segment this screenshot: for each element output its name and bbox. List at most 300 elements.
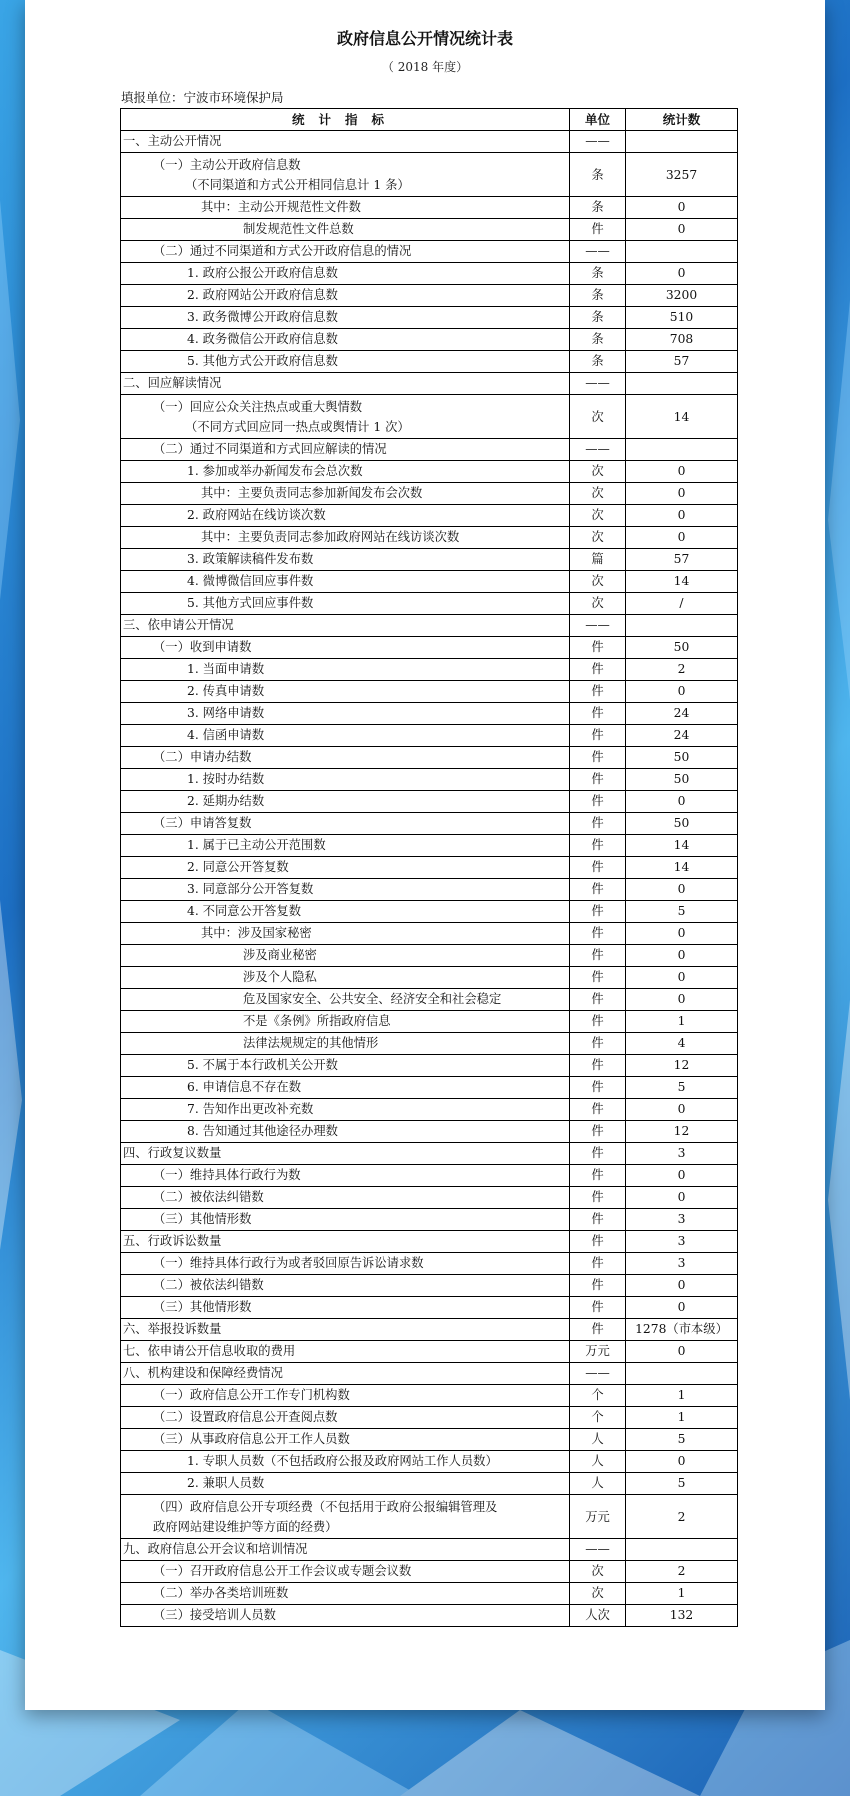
table-row: [121, 1385, 738, 1407]
table-row: [121, 373, 738, 395]
row-value: 50: [626, 813, 738, 835]
row-unit: 件: [570, 989, 626, 1011]
row-indicator: [121, 197, 570, 219]
row-unit: 件: [570, 1011, 626, 1033]
indicator-label: （二）通过不同渠道和方式公开政府信息的情况: [153, 244, 412, 258]
table-row: [121, 1583, 738, 1605]
header-value: 统计数: [626, 109, 738, 131]
row-indicator: [121, 1275, 570, 1297]
table-row: [121, 989, 738, 1011]
row-value: 14: [626, 835, 738, 857]
indicator-label: （三）从事政府信息公开工作人员数: [153, 1432, 350, 1446]
row-unit: 件: [570, 659, 626, 681]
row-indicator: [121, 373, 570, 395]
row-indicator: [121, 835, 570, 857]
table-row: [121, 527, 738, 549]
row-indicator: [121, 659, 570, 681]
row-unit: 次: [570, 1561, 626, 1583]
row-indicator: [121, 307, 570, 329]
row-value: 2: [626, 659, 738, 681]
table-row: [121, 747, 738, 769]
row-indicator: [121, 1451, 570, 1473]
row-value: 5: [626, 1473, 738, 1495]
table-row: [121, 1605, 738, 1627]
table-row: [121, 1429, 738, 1451]
row-value: 14: [626, 857, 738, 879]
indicator-label: 一、主动公开情况: [123, 134, 222, 148]
report-year: （ 2018 年度）: [381, 60, 469, 74]
row-indicator: [121, 989, 570, 1011]
table-row: [121, 857, 738, 879]
row-unit: 件: [570, 791, 626, 813]
indicator-label: 1. 当面申请数: [187, 662, 265, 676]
row-indicator: [121, 901, 570, 923]
table-row: [121, 1143, 738, 1165]
indicator-label: （三）其他情形数: [153, 1300, 252, 1314]
row-value: 3: [626, 1231, 738, 1253]
row-value: 0: [626, 923, 738, 945]
row-value: 3: [626, 1253, 738, 1275]
row-value: 1278（市本级）: [626, 1319, 738, 1341]
indicator-label: 不是《条例》所指政府信息: [243, 1014, 391, 1028]
row-value: 0: [626, 1187, 738, 1209]
row-indicator: [121, 879, 570, 901]
row-unit: 件: [570, 1209, 626, 1231]
row-indicator: [121, 1385, 570, 1407]
row-indicator: [121, 1297, 570, 1319]
table-row: [121, 1561, 738, 1583]
indicator-label: 七、依申请公开信息收取的费用: [123, 1344, 296, 1358]
row-unit: 人: [570, 1473, 626, 1495]
row-indicator: [121, 1473, 570, 1495]
row-unit: 条: [570, 351, 626, 373]
indicator-label: （三）接受培训人员数: [153, 1608, 276, 1622]
row-indicator: [121, 857, 570, 879]
indicator-label: 5. 其他方式公开政府信息数: [187, 354, 338, 368]
row-value: 0: [626, 263, 738, 285]
row-value: 12: [626, 1055, 738, 1077]
table-row: [121, 395, 738, 439]
indicator-label: 八、机构建设和保障经费情况: [123, 1366, 283, 1380]
row-indicator: [121, 329, 570, 351]
row-indicator: [121, 1187, 570, 1209]
row-indicator: [121, 703, 570, 725]
indicator-label: 3. 网络申请数: [187, 706, 265, 720]
row-unit: 件: [570, 923, 626, 945]
row-unit: 条: [570, 285, 626, 307]
header-indicator: 统计指标: [121, 109, 570, 131]
table-row: [121, 241, 738, 263]
table-row: [121, 1099, 738, 1121]
table-row: [121, 1165, 738, 1187]
row-indicator: [121, 1231, 570, 1253]
table-row: [121, 967, 738, 989]
row-value: [626, 241, 738, 263]
row-indicator: [121, 395, 570, 439]
indicator-label: 二、回应解读情况: [123, 376, 222, 390]
indicator-label: 其中：涉及国家秘密: [201, 926, 312, 940]
row-value: [626, 131, 738, 153]
row-value: 1: [626, 1011, 738, 1033]
table-row: [121, 923, 738, 945]
row-unit: 个: [570, 1407, 626, 1429]
table-row: [121, 879, 738, 901]
table-row: [121, 505, 738, 527]
row-unit: 条: [570, 153, 626, 197]
table-row: [121, 835, 738, 857]
row-value: 1: [626, 1385, 738, 1407]
indicator-label: 1. 参加或举办新闻发布会总次数: [187, 464, 363, 478]
row-unit: 件: [570, 1055, 626, 1077]
indicator-label: 3. 同意部分公开答复数: [187, 882, 314, 896]
table-row: [121, 1297, 738, 1319]
row-value: 0: [626, 1451, 738, 1473]
indicator-label: 九、政府信息公开会议和培训情况: [123, 1542, 308, 1556]
table-row: [121, 197, 738, 219]
table-row: [121, 285, 738, 307]
table-row: [121, 1341, 738, 1363]
table-row: [121, 813, 738, 835]
row-unit: 件: [570, 1033, 626, 1055]
row-indicator: [121, 967, 570, 989]
row-unit: 个: [570, 1385, 626, 1407]
row-unit: 件: [570, 813, 626, 835]
report-title: 政府信息公开情况统计表: [336, 29, 513, 48]
indicator-label: （三）申请答复数: [153, 816, 252, 830]
row-value: /: [626, 593, 738, 615]
row-value: 0: [626, 197, 738, 219]
indicator-label: 2. 政府网站在线访谈次数: [187, 508, 326, 522]
table-row: [121, 1033, 738, 1055]
table-row: [121, 571, 738, 593]
row-indicator: [121, 549, 570, 571]
row-unit: 件: [570, 901, 626, 923]
row-unit: ——: [570, 131, 626, 153]
row-value: 50: [626, 747, 738, 769]
row-unit: 件: [570, 967, 626, 989]
indicator-label: （二）申请办结数: [153, 750, 252, 764]
row-value: 0: [626, 527, 738, 549]
row-unit: ——: [570, 439, 626, 461]
row-value: 5: [626, 901, 738, 923]
row-unit: 人: [570, 1429, 626, 1451]
indicator-label: 1. 属于已主动公开范围数: [187, 838, 326, 852]
row-value: 0: [626, 1165, 738, 1187]
row-unit: 次: [570, 461, 626, 483]
row-indicator: [121, 1319, 570, 1341]
table-row: [121, 1121, 738, 1143]
indicator-label: 5. 其他方式回应事件数: [187, 596, 314, 610]
row-unit: 件: [570, 769, 626, 791]
indicator-label: （一）主动公开政府信息数: [153, 157, 301, 172]
row-unit: 人次: [570, 1605, 626, 1627]
table-row: [121, 439, 738, 461]
row-value: 0: [626, 945, 738, 967]
indicator-label-continued: （不同方式回应同一热点或舆情计 1 次）: [185, 419, 410, 434]
row-indicator: [121, 1605, 570, 1627]
row-indicator: [121, 263, 570, 285]
table-header-row: [121, 109, 738, 131]
row-value: 12: [626, 1121, 738, 1143]
row-value: [626, 439, 738, 461]
table-row: [121, 1451, 738, 1473]
table-row: [121, 1363, 738, 1385]
row-unit: ——: [570, 1539, 626, 1561]
row-unit: 件: [570, 1121, 626, 1143]
indicator-label: （一）回应公众关注热点或重大舆情数: [153, 399, 363, 414]
row-indicator: [121, 1363, 570, 1385]
table-row: [121, 1209, 738, 1231]
table-row: [121, 725, 738, 747]
table-row: [121, 901, 738, 923]
row-unit: 件: [570, 1231, 626, 1253]
table-row: [121, 659, 738, 681]
row-unit: 件: [570, 747, 626, 769]
indicator-label: （二）被依法纠错数: [153, 1190, 264, 1204]
table-row: [121, 1319, 738, 1341]
row-unit: 条: [570, 263, 626, 285]
row-indicator: [121, 1143, 570, 1165]
indicator-label: 4. 信函申请数: [187, 728, 265, 742]
table-row: [121, 593, 738, 615]
table-row: [121, 1011, 738, 1033]
row-value: 510: [626, 307, 738, 329]
table-row: [121, 483, 738, 505]
indicator-label: 4. 微博微信回应事件数: [187, 574, 314, 588]
row-unit: 次: [570, 593, 626, 615]
table-row: [121, 1077, 738, 1099]
indicator-label: 7. 告知作出更改补充数: [187, 1102, 314, 1116]
row-indicator: [121, 439, 570, 461]
indicator-label: 危及国家安全、公共安全、经济安全和社会稳定: [243, 992, 502, 1006]
row-indicator: [121, 285, 570, 307]
row-value: [626, 373, 738, 395]
row-value: 1: [626, 1407, 738, 1429]
indicator-label: 六、举报投诉数量: [123, 1322, 222, 1336]
row-indicator: [121, 1495, 570, 1539]
row-indicator: [121, 1209, 570, 1231]
row-unit: 件: [570, 1099, 626, 1121]
row-unit: 篇: [570, 549, 626, 571]
indicator-label: （三）其他情形数: [153, 1212, 252, 1226]
row-unit: 条: [570, 307, 626, 329]
row-unit: 条: [570, 197, 626, 219]
table-row: [121, 1473, 738, 1495]
row-indicator: [121, 791, 570, 813]
table-row: [121, 549, 738, 571]
row-unit: 次: [570, 483, 626, 505]
row-unit: ——: [570, 615, 626, 637]
row-indicator: [121, 747, 570, 769]
row-unit: 件: [570, 725, 626, 747]
table-row: [121, 1055, 738, 1077]
indicator-label: （二）通过不同渠道和方式回应解读的情况: [153, 442, 387, 456]
indicator-label: 4. 不同意公开答复数: [187, 904, 302, 918]
indicator-label: 2. 同意公开答复数: [187, 860, 289, 874]
row-unit: 件: [570, 1275, 626, 1297]
row-indicator: [121, 615, 570, 637]
row-value: 1: [626, 1583, 738, 1605]
table-row: [121, 791, 738, 813]
row-value: 14: [626, 395, 738, 439]
indicator-label: 1. 政府公报公开政府信息数: [187, 266, 338, 280]
row-value: 0: [626, 483, 738, 505]
row-value: 708: [626, 329, 738, 351]
row-unit: 件: [570, 1253, 626, 1275]
table-body: [121, 131, 738, 1627]
row-indicator: [121, 571, 570, 593]
indicator-label: 2. 兼职人员数: [187, 1476, 265, 1490]
indicator-label: （二）举办各类培训班数: [153, 1586, 289, 1600]
row-indicator: [121, 593, 570, 615]
header-unit: 单位: [570, 109, 626, 131]
table-row: [121, 307, 738, 329]
indicator-label: 3. 政务微博公开政府信息数: [187, 310, 338, 324]
table-row: [121, 1275, 738, 1297]
table-row: [121, 263, 738, 285]
indicator-label: 1. 专职人员数（不包括政府公报及政府网站工作人员数）: [187, 1454, 498, 1468]
row-indicator: [121, 131, 570, 153]
row-indicator: [121, 241, 570, 263]
row-indicator: [121, 461, 570, 483]
indicator-label: 3. 政策解读稿件发布数: [187, 552, 314, 566]
row-unit: 件: [570, 857, 626, 879]
row-value: 0: [626, 681, 738, 703]
table-row: [121, 615, 738, 637]
row-value: 3200: [626, 285, 738, 307]
row-indicator: [121, 769, 570, 791]
indicator-label: 四、行政复议数量: [123, 1146, 222, 1160]
row-unit: 万元: [570, 1495, 626, 1539]
row-indicator: [121, 1121, 570, 1143]
row-unit: 件: [570, 1319, 626, 1341]
row-unit: 人: [570, 1451, 626, 1473]
row-unit: 件: [570, 1077, 626, 1099]
row-unit: 件: [570, 945, 626, 967]
row-indicator: [121, 1033, 570, 1055]
indicator-label-continued: 政府网站建设维护等方面的经费）: [153, 1519, 338, 1534]
indicator-label: （一）召开政府信息公开工作会议或专题会议数: [153, 1564, 412, 1578]
row-indicator: [121, 1407, 570, 1429]
row-indicator: [121, 637, 570, 659]
row-indicator: [121, 1539, 570, 1561]
row-value: 14: [626, 571, 738, 593]
table-row: [121, 945, 738, 967]
table-row: [121, 1495, 738, 1539]
row-unit: 次: [570, 505, 626, 527]
row-value: 5: [626, 1077, 738, 1099]
table-row: [121, 1253, 738, 1275]
indicator-label: 2. 延期办结数: [187, 794, 265, 808]
table-row: [121, 681, 738, 703]
indicator-label: 涉及商业秘密: [243, 948, 317, 962]
indicator-label: 法律法规规定的其他情形: [243, 1036, 379, 1050]
table-row: [121, 153, 738, 197]
indicator-label: （一）政府信息公开工作专门机构数: [153, 1388, 350, 1402]
table-row: [121, 1231, 738, 1253]
table-row: [121, 219, 738, 241]
row-unit: 次: [570, 571, 626, 593]
report-paper: [25, 0, 825, 1710]
row-unit: 件: [570, 1143, 626, 1165]
row-indicator: [121, 527, 570, 549]
row-unit: 条: [570, 329, 626, 351]
row-indicator: [121, 219, 570, 241]
row-indicator: [121, 725, 570, 747]
row-indicator: [121, 1429, 570, 1451]
indicator-label: 其中：主动公开规范性文件数: [201, 200, 361, 214]
row-unit: 件: [570, 219, 626, 241]
row-indicator: [121, 1055, 570, 1077]
row-unit: 件: [570, 835, 626, 857]
table-row: [121, 329, 738, 351]
row-unit: 次: [570, 395, 626, 439]
row-value: 132: [626, 1605, 738, 1627]
row-value: 2: [626, 1495, 738, 1539]
indicator-label: 2. 传真申请数: [187, 684, 265, 698]
row-value: 5: [626, 1429, 738, 1451]
row-unit: 件: [570, 879, 626, 901]
indicator-label: （一）维持具体行政行为或者驳回原告诉讼请求数: [153, 1256, 424, 1270]
row-value: [626, 1539, 738, 1561]
table-row: [121, 703, 738, 725]
row-value: 0: [626, 1099, 738, 1121]
row-value: 50: [626, 637, 738, 659]
row-unit: 件: [570, 703, 626, 725]
row-value: 0: [626, 1341, 738, 1363]
row-value: 0: [626, 219, 738, 241]
row-indicator: [121, 1011, 570, 1033]
row-value: 0: [626, 791, 738, 813]
indicator-label: 8. 告知通过其他途径办理数: [187, 1124, 338, 1138]
row-value: [626, 615, 738, 637]
row-value: 0: [626, 989, 738, 1011]
row-unit: ——: [570, 1363, 626, 1385]
indicator-label: 五、行政诉讼数量: [123, 1234, 222, 1248]
indicator-label: 其中：主要负责同志参加政府网站在线访谈次数: [201, 530, 460, 544]
reporting-unit: 填报单位：宁波市环境保护局: [121, 90, 284, 105]
row-value: 24: [626, 703, 738, 725]
row-unit: 次: [570, 527, 626, 549]
row-unit: 件: [570, 1187, 626, 1209]
indicator-label-continued: （不同渠道和方式公开相同信息计 1 条）: [185, 177, 410, 192]
row-value: 0: [626, 505, 738, 527]
row-value: 3: [626, 1209, 738, 1231]
indicator-label: 涉及个人隐私: [243, 970, 317, 984]
indicator-label: 1. 按时办结数: [187, 772, 265, 786]
table-row: [121, 131, 738, 153]
indicator-label: （二）被依法纠错数: [153, 1278, 264, 1292]
row-unit: 件: [570, 681, 626, 703]
table-row: [121, 1407, 738, 1429]
row-indicator: [121, 945, 570, 967]
indicator-label: （一）维持具体行政行为数: [153, 1168, 301, 1182]
indicator-label: 其中：主要负责同志参加新闻发布会次数: [201, 486, 423, 500]
row-value: 0: [626, 879, 738, 901]
row-indicator: [121, 505, 570, 527]
statistics-table: [120, 108, 738, 1627]
row-indicator: [121, 483, 570, 505]
row-unit: 件: [570, 1297, 626, 1319]
row-indicator: [121, 923, 570, 945]
row-unit: 次: [570, 1583, 626, 1605]
table-row: [121, 637, 738, 659]
indicator-label: 2. 政府网站公开政府信息数: [187, 288, 338, 302]
row-value: 57: [626, 351, 738, 373]
table-row: [121, 769, 738, 791]
table-row: [121, 1539, 738, 1561]
row-value: 24: [626, 725, 738, 747]
